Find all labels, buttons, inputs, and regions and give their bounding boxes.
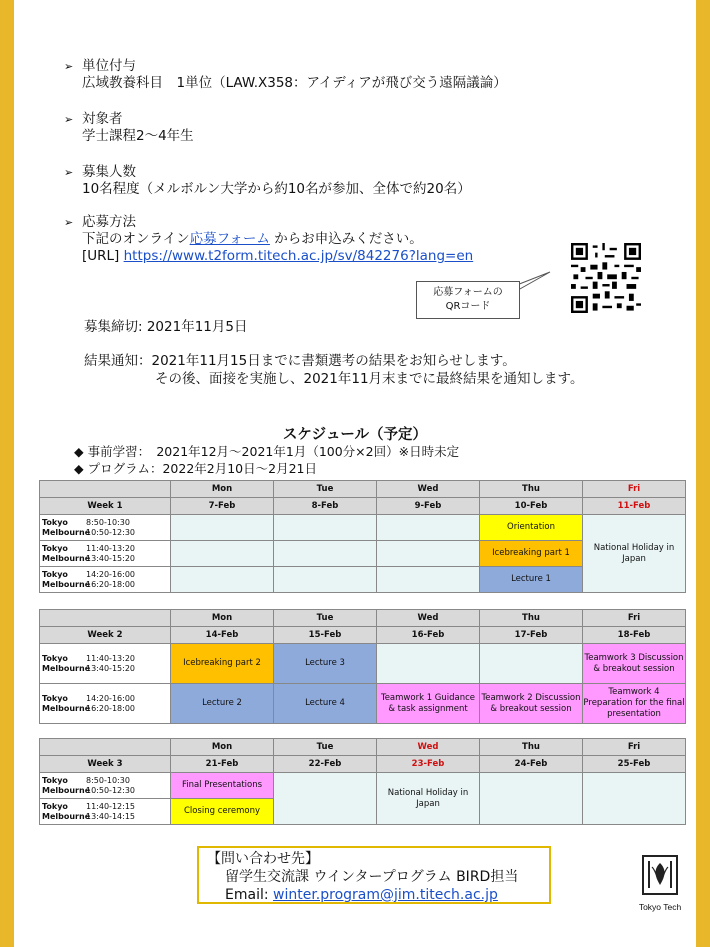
date-header: 22-Feb: [274, 756, 377, 773]
session-cell: Teamwork 3 Discussion & breakout session: [583, 644, 686, 684]
session-cell: Lecture 3: [274, 644, 377, 684]
week1-table: [39, 480, 686, 593]
time-slot: Tokyo 11:40-12:15 Melbourne13:40-14:15: [40, 799, 171, 825]
day-header: Wed: [377, 739, 480, 756]
session-cell: Lecture 2: [171, 684, 274, 724]
session-cell: Icebreaking part 2: [171, 644, 274, 684]
time-slot: Tokyo 14:20-16:00 Melbourne16:20-18:00: [40, 567, 171, 593]
url-line: [URL] https://www.t2form.titech.ac.jp/sv/842276?lang=en: [82, 248, 474, 264]
day-header: Fri: [583, 610, 686, 627]
session-cell: Icebreaking part 1: [480, 541, 583, 567]
result-text: 結果通知：2021年11月15日までに書類選考の結果をお知らせします。: [84, 353, 516, 369]
day-header: Mon: [171, 610, 274, 627]
result-text-2: その後、面接を実施し、2021年11月末までに最終結果を通知します。: [155, 371, 584, 387]
flyer-page: [14, 0, 696, 947]
week-label: Week 1: [40, 498, 171, 515]
section-heading: 単位付与: [82, 58, 136, 74]
apply-url-link[interactable]: https://www.t2form.titech.ac.jp/sv/842276?lang=en: [123, 248, 474, 264]
arrow-bullet-icon: ➢: [64, 166, 74, 179]
session-cell: Closing ceremony: [171, 799, 274, 825]
section-text: 10名程度（メルボルン大学から約10名が参加、全体で約20名）: [82, 181, 471, 197]
apply-line: 下記のオンライン応募フォーム からお申込みください。: [82, 231, 423, 247]
date-header: 8-Feb: [274, 498, 377, 515]
date-header: 10-Feb: [480, 498, 583, 515]
date-header: 15-Feb: [274, 627, 377, 644]
week3-table: [39, 738, 686, 825]
qr-code-icon[interactable]: [571, 243, 641, 313]
capacity-section: [64, 164, 471, 198]
session-cell: Teamwork 2 Discussion & breakout session: [480, 684, 583, 724]
time-slot: Tokyo 8:50-10:30 Melbourne10:50-12:30: [40, 773, 171, 799]
session-cell: Orientation: [480, 515, 583, 541]
contact-email-line: Email: winter.program@jim.titech.ac.jp: [225, 887, 498, 903]
session-cell: Lecture 1: [480, 567, 583, 593]
day-header: Mon: [171, 481, 274, 498]
date-header: 7-Feb: [171, 498, 274, 515]
day-header: Thu: [480, 739, 583, 756]
deadline-text: 募集締切: 2021年11月5日: [84, 319, 248, 335]
schedule-title: スケジュール（予定）: [282, 427, 428, 443]
day-header: Thu: [480, 481, 583, 498]
contact-title: 【問い合わせ先】: [207, 851, 319, 867]
day-header: Fri: [583, 739, 686, 756]
date-header: 24-Feb: [480, 756, 583, 773]
date-header: 17-Feb: [480, 627, 583, 644]
day-header: Fri: [583, 481, 686, 498]
day-header: Wed: [377, 610, 480, 627]
credit-section: [64, 58, 507, 92]
week-label: Week 2: [40, 627, 171, 644]
tokyo-tech-logo: [638, 855, 682, 917]
contact-dept: 留学生交流課 ウインタープログラム BIRD担当: [225, 869, 519, 885]
date-header: 18-Feb: [583, 627, 686, 644]
session-cell: Final Presentations: [171, 773, 274, 799]
logo-text: Tokyo Tech: [638, 902, 682, 912]
day-header: Tue: [274, 739, 377, 756]
day-header: Tue: [274, 481, 377, 498]
holiday-cell: National Holiday in Japan: [377, 773, 480, 825]
arrow-bullet-icon: ➢: [64, 113, 74, 126]
section-text: 学士課程2～4年生: [82, 128, 194, 144]
date-header: 16-Feb: [377, 627, 480, 644]
qr-callout: 応募フォームの QRコード: [416, 281, 520, 319]
week2-table: [39, 609, 686, 724]
tokyo-tech-emblem-icon: [642, 855, 678, 895]
email-link[interactable]: winter.program@jim.titech.ac.jp: [273, 887, 498, 903]
contact-box: [197, 846, 551, 904]
week-label: Week 3: [40, 756, 171, 773]
arrow-bullet-icon: ➢: [64, 216, 74, 229]
day-header: Thu: [480, 610, 583, 627]
date-header: 25-Feb: [583, 756, 686, 773]
day-header: Mon: [171, 739, 274, 756]
time-slot: Tokyo 8:50-10:30 Melbourne10:50-12:30: [40, 515, 171, 541]
time-slot: Tokyo 11:40-13:20 Melbourne13:40-15:20: [40, 644, 171, 684]
day-header: Wed: [377, 481, 480, 498]
program-line: ◆ プログラム：2022年2月10日～2月21日: [74, 461, 317, 476]
date-header: 14-Feb: [171, 627, 274, 644]
section-heading: 応募方法: [82, 214, 136, 230]
session-cell: Lecture 4: [274, 684, 377, 724]
apply-section: [64, 214, 473, 265]
session-cell: Teamwork 4 Preparation for the final presentation: [583, 684, 686, 724]
time-slot: Tokyo 11:40-13:20 Melbourne13:40-15:20: [40, 541, 171, 567]
day-header: Tue: [274, 610, 377, 627]
date-header: 11-Feb: [583, 498, 686, 515]
section-text: 広域教養科目 1単位（LAW.X358：アイディアが飛び交う遠隔議論）: [82, 75, 507, 91]
time-slot: Tokyo 14:20-16:00 Melbourne16:20-18:00: [40, 684, 171, 724]
session-cell: Teamwork 1 Guidance & task assignment: [377, 684, 480, 724]
section-heading: 対象者: [82, 111, 123, 127]
target-section: [64, 111, 194, 145]
date-header: 21-Feb: [171, 756, 274, 773]
date-header: 23-Feb: [377, 756, 480, 773]
pre-study-line: ◆ 事前学習： 2021年12月～2021年1月（100分×2回）※日時未定: [74, 444, 460, 459]
date-header: 9-Feb: [377, 498, 480, 515]
apply-form-link[interactable]: 応募フォーム: [189, 231, 270, 247]
arrow-bullet-icon: ➢: [64, 60, 74, 73]
section-heading: 募集人数: [82, 164, 136, 180]
holiday-cell: National Holiday in Japan: [583, 515, 686, 593]
